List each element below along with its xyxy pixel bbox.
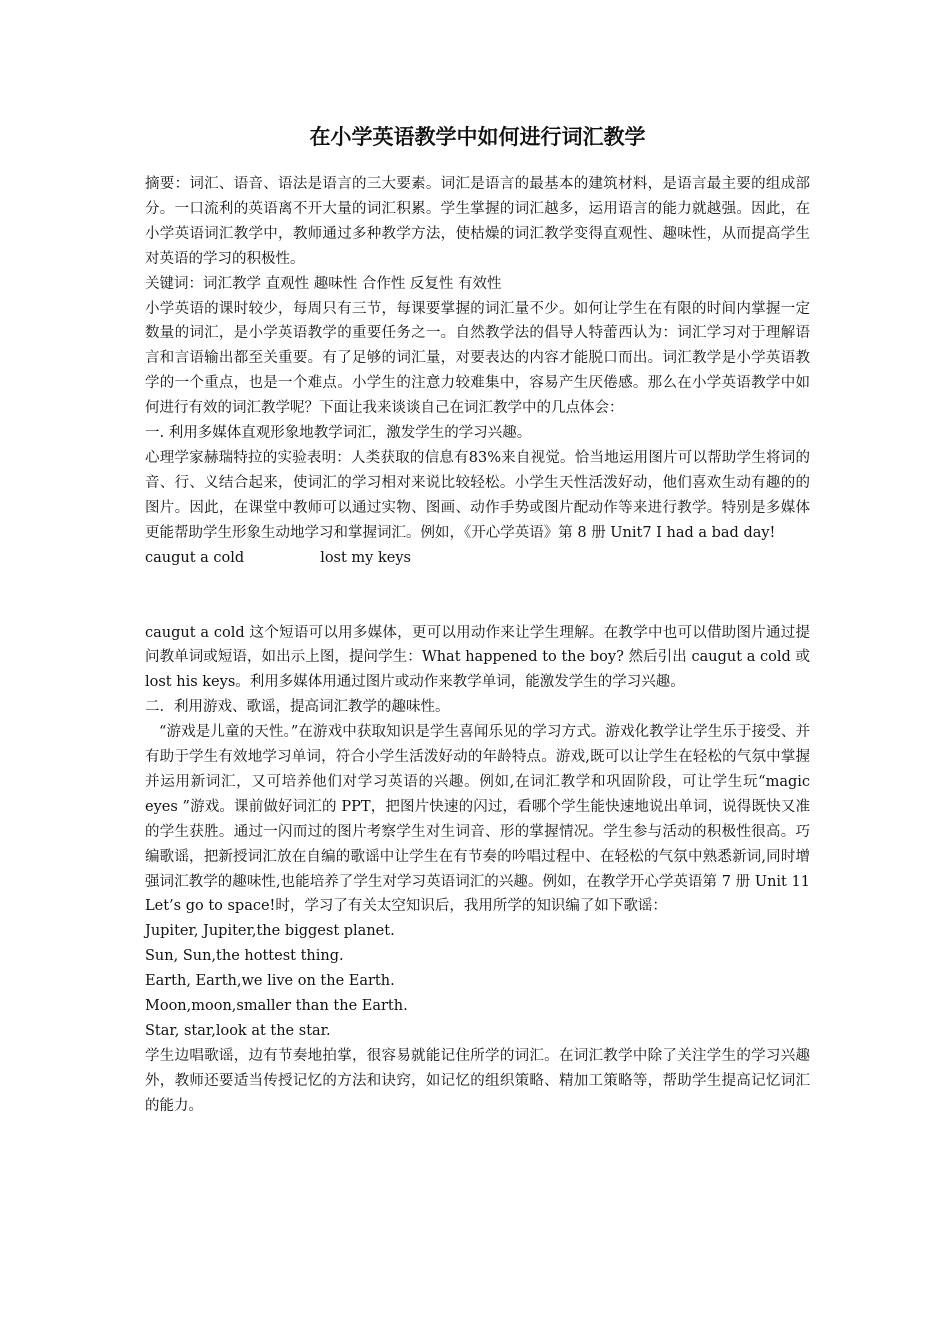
chant-line: Star, star,look at the star. [145, 1023, 331, 1039]
image-placeholder-gap [145, 571, 810, 621]
chant-line: Earth, Earth,we live on the Earth. [145, 973, 395, 990]
document-title: 在小学英语教学中如何进行词汇教学 [309, 125, 646, 149]
document-body [145, 172, 810, 1119]
phrase-row [145, 546, 810, 571]
intro-paragraph: 小学英语的课时较少，每周只有三节，每课要掌握的词汇量不少。如何让学生在有限的时间内掌握一定数量的词汇，是小学英语教学的重要任务之一。自然教学法的倡导人特蕾西认为：词汇学习对于理解语言和言语输出都至关重要。有了足够的词汇量，对要表达的内容才能脱口而出。词汇教学是小学英语教学的一个重点，也是一个难点。小学生的注意力较难集中，容易产生厌倦感。那么在小学英语教学中如何进行有效的词汇教学呢？下面让我来谈谈自己在词汇教学中的几点体会： [145, 300, 810, 417]
section2-paragraph: “游戏是儿童的天性。”在游戏中获取知识是学生喜闻乐见的学习方式。游戏化教学让学生乐于接受、并有助于学生有效地学习单词，符合小学生活泼好动的年龄特点。游戏,既可以让学生在轻松的气氛中掌握并运用新词汇，又可培养他们对学习英语的兴趣。例如,在词汇教学和巩固阶段，可让学生玩“magic eyes ”游戏。课前做好词汇的 PPT，把图片快速的闪过，看哪个学生能快速地说出单词，说得既快又准的学生获胜。通过一闪而过的图片考察学生对生词音、形的掌握情况。学生参与活动的积极性很高。巧编歌谣，把新授词汇放在自编的歌谣中让学生在有节奏的吟唱过程中、在轻松的气氛中熟悉新词,同时增强词汇教学的趣味性,也能培养了学生对学习英语词汇的兴趣。例如，在教学开心学英语第 7 册 Unit 11 Let’s go to space!时，学习了有关太空知识后，我用所学的知识编了如下歌谣： [145, 724, 810, 915]
chant-line: Moon,moon,smaller than the Earth. [145, 998, 408, 1015]
section1-paragraph: 心理学家赫瑞特拉的实验表明：人类获取的信息有83%来自视觉。恰当地运用图片可以帮助学生将词的音、行、义结合起来，使词汇的学习相对来说比较轻松。小学生天性活泼好动，他们喜欢生动有趣的的图片。因此，在课堂中教师可以通过实物、图画、动作手势或图片配动作等来进行教学。特别是多媒体更能帮助学生形象生动地学习和掌握词汇。例如，《开心学英语》第 8 册 Unit7 I had a bad day! [145, 449, 810, 541]
phrase-lost-my-keys: lost my keys [320, 549, 411, 566]
chant-line: Jupiter, Jupiter,the biggest planet. [145, 923, 395, 940]
phrase-caught-a-cold: caugut a cold [145, 549, 245, 566]
section1-heading: 一. 利用多媒体直观形象地教学词汇，激发学生的学习兴趣。 [145, 425, 532, 442]
section2-paragraph-2: 学生边唱歌谣，边有节奏地拍掌，很容易就能记住所学的词汇。在词汇教学中除了关注学生的学习兴趣外，教师还要适当传授记忆的方法和诀窍，如记忆的组织策略、精加工策略等，帮助学生提高记忆词汇的能力。 [145, 1047, 810, 1114]
chant-line: Sun, Sun,the hottest thing. [145, 948, 344, 965]
section2-heading: 二．利用游戏、歌谣，提高词汇教学的趣味性。 [145, 699, 450, 716]
keywords-line: 关键词：词汇教学 直观性 趣味性 合作性 反复性 有效性 [145, 275, 502, 292]
abstract-paragraph: 摘要：词汇、语音、语法是语言的三大要素。词汇是语言的最基本的建筑材料，是语言最主要的组成部分。一口流利的英语离不开大量的词汇积累。学生掌握的词汇越多，运用语言的能力就越强。因此，在小学英语词汇教学中，教师通过多种教学方法，使枯燥的词汇教学变得直观性、趣味性，从而提高学生对英语的学习的积极性。 [145, 176, 810, 267]
section1-paragraph-2: caugut a cold 这个短语可以用多媒体，更可以用动作来让学生理解。在教学中也可以借助图片通过提问教单词或短语，如出示上图，提问学生：What happened to the boy? 然后引出 caugut a cold 或 lost his keys。利用多媒体用通过图片或动作来教学单词，能激发学生的学习兴趣。 [145, 624, 810, 691]
